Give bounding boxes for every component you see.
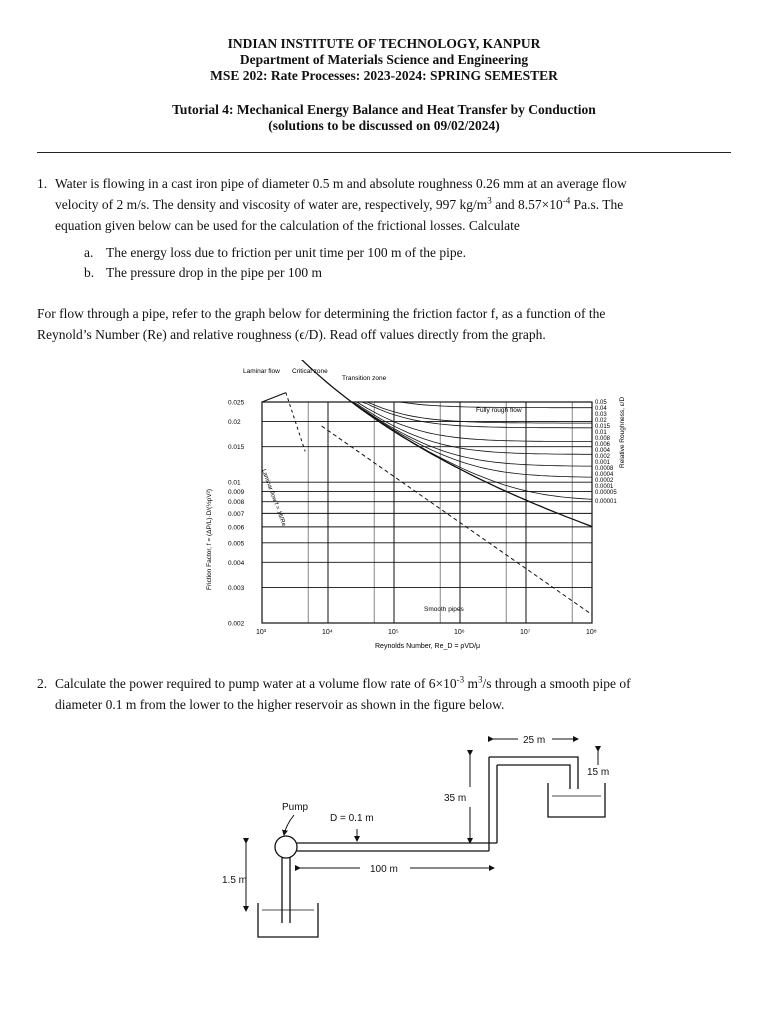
- roughness-curve: [285, 402, 592, 477]
- roughness-curve: [285, 402, 592, 408]
- q1-part-b: [84, 263, 322, 283]
- question-2: [37, 673, 737, 715]
- q2-line1b: m: [464, 676, 478, 691]
- q1-sup2: -4: [562, 195, 571, 206]
- roughness-label: 0.006: [595, 442, 611, 448]
- chart-labels: [205, 368, 626, 650]
- zone-label-transition: Transition zone: [342, 375, 387, 382]
- y-tick-label: 0.002: [228, 620, 245, 628]
- q1-part-a: [84, 243, 466, 263]
- roughness-label: 0.0001: [595, 484, 614, 490]
- y2-axis-label: Relative Roughness, ε/D: [619, 396, 626, 468]
- moody-chart: [0, 360, 768, 660]
- y-tick-label: 0.008: [228, 499, 245, 507]
- diameter-label: D = 0.1 m: [330, 813, 374, 824]
- x-tick-label: 10⁶: [454, 629, 465, 636]
- q2-line1a: Calculate the power required to pump water at a volume flow rate of 6×10: [55, 676, 457, 691]
- y-tick-label: 0.009: [228, 488, 245, 496]
- roughness-label: 0.05: [595, 400, 607, 406]
- y-tick-label: 0.006: [228, 524, 245, 532]
- graph-intro: [37, 303, 732, 345]
- roughness-label: 0.00005: [595, 490, 617, 496]
- zone-label-laminar: Laminar flow: [243, 368, 280, 375]
- intro-line2: Reynold’s Number (Re) and relative roughness (ϵ/D). Read off values directly from the graph.: [37, 327, 546, 342]
- roughness-label: 0.01: [595, 430, 607, 436]
- x-tick-label: 10⁸: [586, 629, 597, 636]
- institute-name: INDIAN INSTITUTE OF TECHNOLOGY, KANPUR: [227, 36, 541, 51]
- question-1: [37, 173, 737, 236]
- roughness-label: 0.015: [595, 424, 611, 430]
- roughness-curve: [285, 402, 592, 423]
- course-title: MSE 202: Rate Processes: 2023-2024: SPRING SEMESTER: [210, 68, 558, 83]
- top-pipe: [489, 757, 578, 789]
- roughness-label: 0.0004: [595, 472, 614, 478]
- roughness-label: 0.004: [595, 448, 611, 454]
- height-pump-label: 1.5 m: [222, 875, 248, 886]
- length-label: 100 m: [370, 864, 398, 875]
- pump-system-figure: [0, 725, 768, 965]
- chart-grid: [262, 402, 592, 623]
- y-tick-label: 0.004: [228, 559, 245, 567]
- upper-tank: [548, 783, 605, 817]
- pump-icon: [275, 836, 297, 858]
- roughness-label: 0.008: [595, 436, 611, 442]
- roughness-label: 0.001: [595, 460, 611, 466]
- y-tick-label: 0.02: [228, 419, 241, 427]
- q1-line2a: velocity of 2 m/s. The density and viscosity of water are, respectively, 997 kg/m: [55, 197, 488, 212]
- question-number: 2.: [37, 676, 48, 691]
- x-tick-label: 10³: [256, 629, 267, 636]
- y-tick-label: 0.007: [228, 510, 245, 518]
- roughness-label: 0.0008: [595, 466, 614, 472]
- x-tick-label: 10⁷: [520, 629, 531, 636]
- suction-pipe: [282, 857, 290, 923]
- roughness-label: 0.04: [595, 406, 607, 412]
- q2-sup: -3: [456, 674, 465, 685]
- q1-line1: Water is flowing in a cast iron pipe of diameter 0.5 m and absolute roughness 0.26 mm at an average flow: [55, 176, 627, 191]
- riser-pipe: [489, 757, 497, 851]
- q2-line1c: /s through a smooth pipe of: [482, 676, 631, 691]
- part-label: b.: [84, 265, 95, 280]
- y-tick-label: 0.005: [228, 540, 245, 548]
- intro-line1: For flow through a pipe, refer to the graph below for determining the friction factor f, as a function of the: [37, 306, 606, 321]
- roughness-label: 0.0002: [595, 478, 614, 484]
- department-name: Department of Materials Science and Engineering: [239, 52, 529, 67]
- x-axis-label: Reynolds Number, Re_D = ρVD/μ: [375, 643, 481, 650]
- y-tick-label: 0.003: [228, 585, 245, 593]
- rise-label: 35 m: [444, 793, 467, 804]
- x-tick-label: 10⁵: [388, 629, 399, 636]
- tutorial-title: Tutorial 4: Mechanical Energy Balance and Heat Transfer by Conduction: [172, 102, 596, 117]
- part-label: a.: [84, 245, 94, 260]
- roughness-label: 0.00001: [595, 499, 617, 506]
- tutorial-note: (solutions to be discussed on 09/02/2024): [268, 118, 500, 133]
- laminar-curve-label: Laminar flow f = 16/Re: [260, 468, 287, 528]
- y-axis-label: Friction Factor, f = (ΔP/L)·D/(½ρV²): [206, 488, 213, 590]
- y-tick-label: 0.01: [228, 479, 241, 487]
- y-tick-label: 0.015: [228, 444, 245, 452]
- zone-label-rough: Fully rough flow: [476, 407, 522, 414]
- part-text: The pressure drop in the pipe per 100 m: [106, 265, 322, 280]
- pump-label: Pump: [282, 802, 309, 813]
- q2-sup2: 3: [478, 674, 483, 685]
- y-tick-label: 0.025: [228, 399, 245, 407]
- chart-frame: [262, 402, 592, 623]
- roughness-curve: [285, 402, 592, 499]
- q1-line2b: and 8.57×10: [491, 197, 563, 212]
- header-divider: [37, 152, 731, 153]
- q1-line2c: Pa.s. The: [570, 197, 624, 212]
- roughness-label: 0.002: [595, 454, 611, 460]
- q2-line2: diameter 0.1 m from the lower to the higher reservoir as shown in the figure below.: [55, 697, 505, 712]
- roughness-label: 0.03: [595, 412, 607, 418]
- x-tick-label: 10⁴: [322, 629, 333, 636]
- top-length-label: 25 m: [523, 735, 546, 746]
- q1-line3: equation given below can be used for the calculation of the frictional losses. Calculate: [55, 218, 520, 233]
- drop-label: 15 m: [587, 767, 610, 778]
- zone-label-critical: Critical zone: [292, 368, 328, 375]
- part-text: The energy loss due to friction per unit time per 100 m of the pipe.: [106, 245, 467, 260]
- question-number: 1.: [37, 176, 48, 191]
- roughness-label: 0.02: [595, 418, 607, 424]
- lower-tank: [258, 903, 318, 937]
- horizontal-pipe: [297, 843, 497, 851]
- laminar-line: [262, 393, 286, 402]
- zone-label-smooth: Smooth pipes: [424, 606, 464, 613]
- chart-curves: [262, 360, 592, 615]
- q1-sup1: 3: [487, 195, 492, 206]
